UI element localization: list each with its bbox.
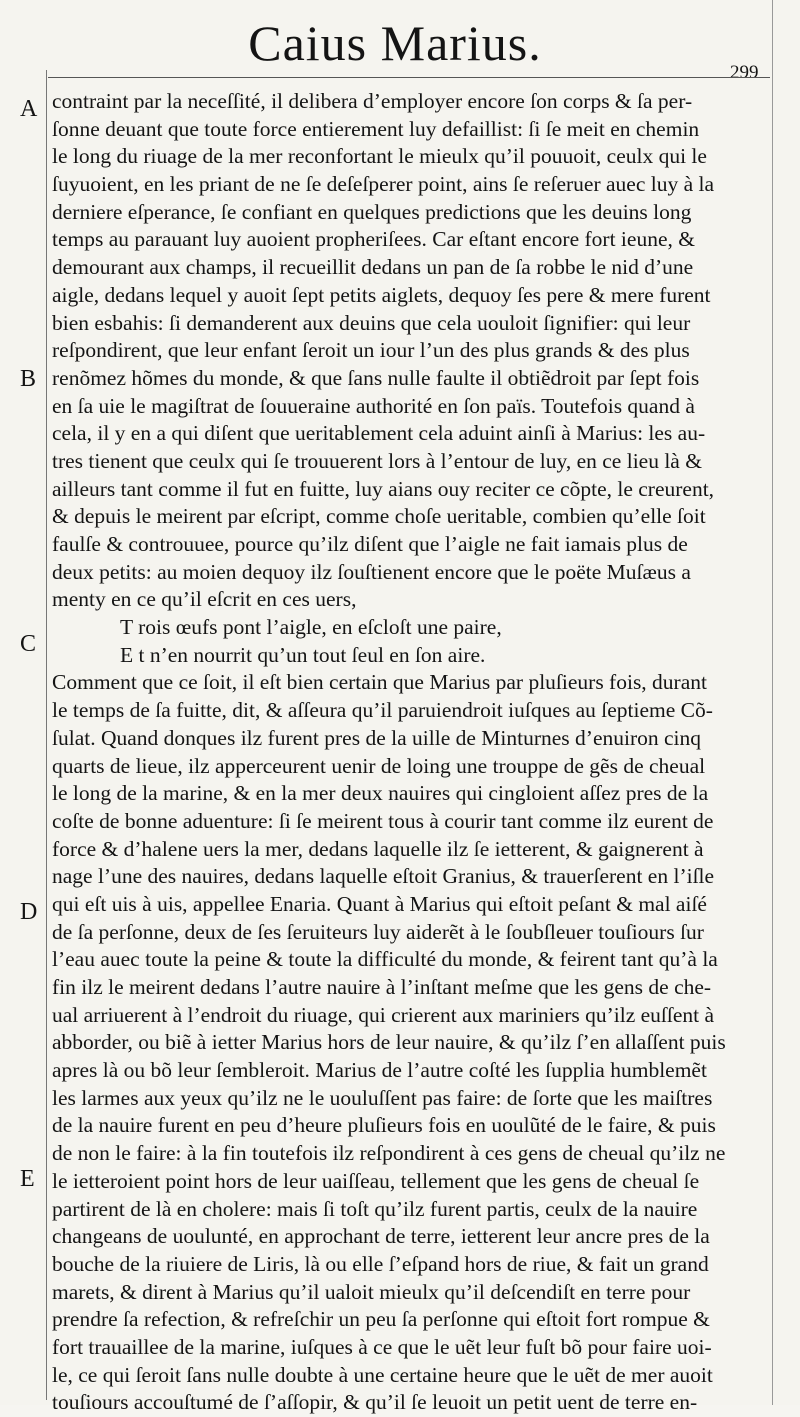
text-line: aigle, dedans lequel y auoit ſept petits aiglets, dequoy ſes pere & mere furent: [52, 282, 711, 307]
text-line: le, ce qui ſeroit ſans nulle doubte à une certaine heure que le uẽt de mer auoit: [52, 1362, 713, 1387]
text-line: contraint par la neceſſité, il delibera d’employer encore ſon corps & ſa per-: [52, 89, 693, 113]
text-line: ſulat. Quand donques ilz furent pres de la uille de Minturnes d’enuiron cinq: [52, 725, 702, 750]
text-line: le ietteroient point hors de leur uaiſſeau, tellement que les gens de cheual ſe: [52, 1168, 700, 1193]
text-line: bouche de la riuiere de Liris, là ou elle ſ’eſpand hors de riue, & fait un grand: [52, 1251, 709, 1276]
text-line: deux petits: au moien dequoy ilz ſouſtienent encore que le poëte Muſæus a: [52, 559, 691, 584]
text-line: partirent de là en cholere: mais ſi toſt qu’ilz furent partis, ceulx de la nauire: [52, 1196, 698, 1221]
text-line: ailleurs tant comme il fut en fuitte, luy aians ouy reciter ce cõpte, le creurent,: [52, 476, 715, 501]
text-line: en ſa uie le magiſtrat de ſouueraine authorité en ſon païs. Toutefois quand à: [52, 393, 695, 418]
margin-letter-e: E: [20, 1166, 35, 1192]
running-title: Caius Marius.: [248, 15, 542, 71]
text-line: renõmez hõmes du monde, & que ſans nulle faulte il obtiẽdroit par ſept fois: [52, 365, 700, 390]
text-line: nage l’une des nauires, dedans laquelle eſtoit Granius, & trauerſerent en l’iſle: [52, 864, 715, 889]
text-line: Comment que ce ſoit, il eſt bien certain que Marius par pluſieurs fois, durant: [52, 670, 707, 695]
text-line: marets, & dirent à Marius qu’il ualoit mieulx qu’il deſcendiſt en terre pour: [52, 1279, 691, 1304]
text-line: le temps de ſa fuitte, dit, & aſſeura qu’il paruiendroit iuſques au ſeptieme Cõ-: [52, 698, 713, 723]
body-text: [52, 88, 767, 1417]
margin-letter-d: D: [20, 899, 38, 925]
text-line: temps au parauant luy auoient propheriſees. Car eſtant encore fort ieune, &: [52, 227, 695, 252]
text-line: le long du riuage de la mer reconfortant le mieulx qu’il pouuoit, ceulx qui le: [52, 144, 707, 169]
page-number: 299: [730, 62, 759, 83]
text-line: demourant aux champs, il recueillit dedans un pan de ſa robbe le nid d’une: [52, 255, 694, 280]
text-line: qui eſt uis à uis, appellee Enaria. Quant à Marius qui eſtoit peſant & mal aiſé: [52, 891, 707, 916]
text-line: abborder, ou biẽ à ietter Marius hors de leur nauire, & qu’ilz ſ’en allaſſent puis: [52, 1030, 726, 1055]
text-line: prendre ſa refection, & refreſchir un peu ſa perſonne qui eſtoit fort rompue &: [52, 1307, 710, 1332]
text-line: quarts de lieue, ilz apperceurent uenir de loing une trouppe de gẽs de cheual: [52, 753, 706, 778]
verse-line: E t n’en nourrit qu’un tout ſeul en ſon aire.: [120, 642, 486, 667]
text-line: derniere eſperance, ſe confiant en quelques predictions que les deuins long: [52, 199, 692, 224]
text-line: ſuyuoient, en les priant de ne ſe deſeſperer point, ains ſe reſeruer auec luy à la: [52, 172, 715, 197]
text-line: ual arriuerent à l’endroit du riuage, qui crierent aux mariniers qu’ilz euſſent à: [52, 1002, 715, 1027]
text-line: de ſa perſonne, deux de ſes ſeruiteurs luy aiderẽt à le ſoubſleuer touſiours ſur: [52, 919, 704, 944]
text-line: reſpondirent, que leur enfant ſeroit un iour l’un des plus grands & des plus: [52, 338, 690, 363]
margin-letter-c: C: [20, 631, 37, 657]
text-line: fin ilz le meirent dedans l’autre nauire à l’inſtant meſme que les gens de che-: [52, 975, 712, 999]
text-line: cela, il y en a qui diſent que ueritablement cela aduint ainſi à Marius: les au-: [52, 421, 706, 446]
text-line: de la nauire furent en peu d’heure pluſieurs fois en uoulũté de le faire, & puis: [52, 1113, 716, 1138]
text-line: le long de la marine, & en la mer deux nauires qui cingloient aſſez pres de la: [52, 781, 709, 806]
text-line: l’eau auec toute la peine & toute la difficulté du monde, & feirent tant qu’à la: [52, 947, 718, 972]
left-margin-rule: [46, 70, 47, 1400]
text-line: & depuis le meirent par eſcript, comme choſe ueritable, combien qu’elle ſoit: [52, 504, 706, 529]
text-line: apres là ou bõ leur ſembleroit. Marius de l’autre coſté les ſupplia humblemẽt: [52, 1058, 707, 1083]
text-line: ſonne deuant que toute force entierement luy defaillist: ſi ſe meit en chemin: [52, 116, 700, 141]
text-line: menty en ce qu’il eſcrit en ces uers,: [52, 587, 357, 612]
text-line: de non le faire: à la fin toutefois ilz reſpondirent à ces gens de cheual qu’ilz ne: [52, 1141, 726, 1166]
text-line: tres tienent que ceulx qui ſe trouuerent lors à l’entour de luy, en ce lieu là &: [52, 448, 702, 473]
text-line: les larmes aux yeux qu’ilz ne le uouluſſent pas faire: de ſorte que les maiſtres: [52, 1085, 713, 1110]
margin-letter-a: A: [20, 96, 38, 122]
text-line: force & d’halene uers la mer, dedans laquelle ilz ſe ietterent, & gaignerent à: [52, 836, 704, 861]
text-line: coſte de bonne aduenture: ſi ſe meirent tous à courir tant comme ilz eurent de: [52, 808, 714, 833]
margin-letter-b: B: [20, 366, 37, 392]
right-margin-rule: [772, 0, 773, 1405]
text-line: bien esbahis: ſi demanderent aux deuins que cela uouloit ſignifier: qui leur: [52, 310, 691, 335]
text-line: changeans de uoulunté, en approchant de terre, ietterent leur ancre pres de la: [52, 1224, 710, 1249]
text-line: faulſe & controuuee, pource qu’ilz diſent que l’aigle ne fait iamais plus de: [52, 532, 688, 556]
text-line: touſiours accouſtumé de ſ’aſſopir, & qu’il ſe leuoit un petit uent de terre en-: [52, 1390, 698, 1415]
verse-line: T rois œufs pont l’aigle, en eſcloſt une paire,: [120, 615, 502, 640]
text-line: fort trauaillee de la marine, iuſques à ce que le uẽt leur fuſt bõ pour faire uoi-: [52, 1334, 712, 1359]
header-rule: [48, 77, 770, 78]
